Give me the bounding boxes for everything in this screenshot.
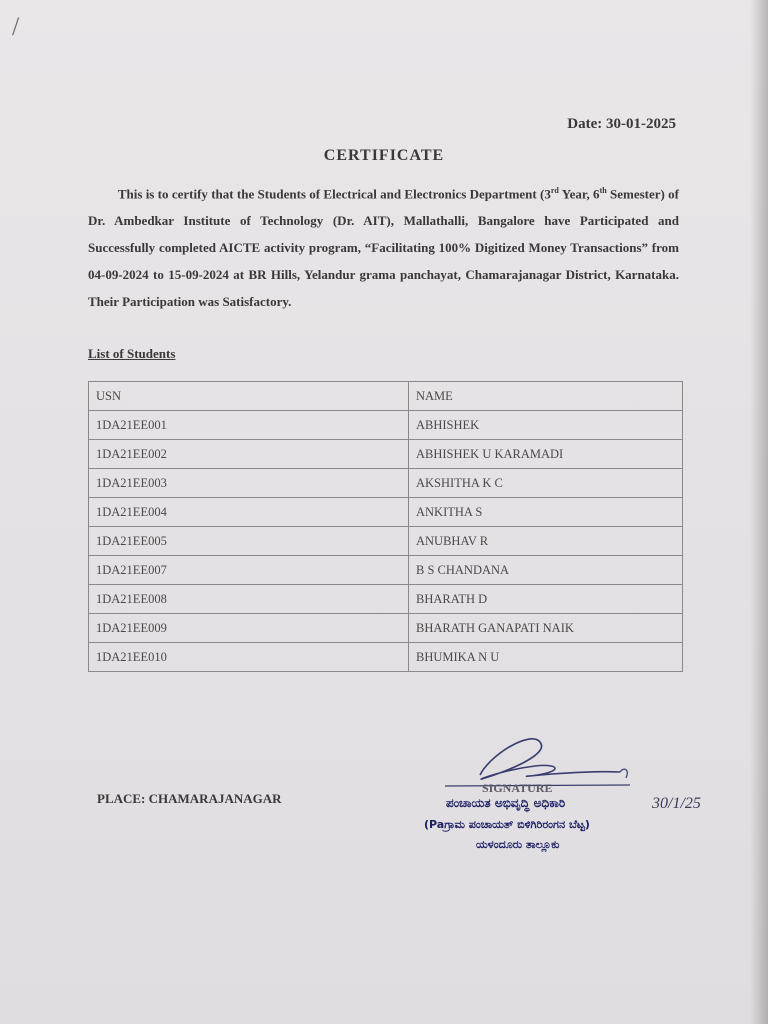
stamp-line-1: ಪಂಚಾಯತ ಅಭಿವೃದ್ಧಿ ಅಧಿಕಾರಿ bbox=[446, 796, 566, 810]
name-cell: BHARATH D bbox=[409, 585, 683, 614]
corner-mark: / bbox=[12, 12, 20, 41]
name-cell: ABHISHEK bbox=[409, 411, 683, 440]
table-row bbox=[89, 527, 683, 556]
usn-cell: 1DA21EE007 bbox=[89, 556, 409, 585]
table-row bbox=[89, 469, 683, 498]
usn-cell: 1DA21EE008 bbox=[89, 585, 409, 614]
stamp-line-2: (Paಗ್ರಾಮ ಪಂಚಾಯತ್ ಬಿಳಿಗಿರಿರಂಗನ ಬೆಟ್ಟ) bbox=[424, 818, 590, 831]
usn-cell: 1DA21EE003 bbox=[89, 469, 409, 498]
column-header-name: NAME bbox=[409, 382, 683, 411]
table-row bbox=[89, 614, 683, 643]
usn-cell: 1DA21EE010 bbox=[89, 643, 409, 672]
body-sup-rd: rd bbox=[550, 186, 559, 195]
place-text: PLACE: CHAMARAJANAGAR bbox=[97, 791, 282, 806]
table-row bbox=[89, 411, 683, 440]
certificate-date: Date: 30-01-2025 bbox=[567, 116, 676, 132]
name-cell: B S CHANDANA bbox=[409, 556, 683, 585]
usn-cell: 1DA21EE001 bbox=[89, 411, 409, 440]
name-cell: ANKITHA S bbox=[409, 498, 683, 527]
table-row bbox=[89, 556, 683, 585]
page-title: CERTIFICATE bbox=[323, 147, 445, 164]
table-row bbox=[89, 585, 683, 614]
name-cell: ABHISHEK U KARAMADI bbox=[409, 440, 683, 469]
usn-cell: 1DA21EE005 bbox=[89, 527, 409, 556]
table-row bbox=[89, 440, 683, 469]
usn-cell: 1DA21EE002 bbox=[89, 440, 409, 469]
students-table bbox=[88, 381, 683, 672]
body-part-3: Semester) of Dr. Ambedkar Institute of Technology (Dr. AIT), Mallathalli, Bangalore have Participated and Successfully completed AICTE activity program, “Facilitating 100% Digitized Money Transactions” from 04-09-2024 to 15-09-2024 at BR Hills, Yelandur grama panchayat, Chamarajanagar District, Karnataka. Their Participation was Satisfactory. bbox=[88, 186, 679, 310]
usn-cell: 1DA21EE004 bbox=[89, 498, 409, 527]
body-sup-th: th bbox=[599, 186, 607, 195]
column-header-usn: USN bbox=[89, 382, 409, 411]
signature-date: 30/1/25 bbox=[652, 795, 701, 812]
name-cell: AKSHITHA K C bbox=[409, 469, 683, 498]
stamp-line-3: ಯಳಂದೂರು ತಾಲ್ಲೂಕು bbox=[476, 838, 560, 851]
table-header-row bbox=[89, 382, 683, 411]
usn-cell: 1DA21EE009 bbox=[89, 614, 409, 643]
body-part-2: Year, 6 bbox=[558, 186, 600, 202]
name-cell: BHUMIKA N U bbox=[409, 643, 683, 672]
table-row bbox=[89, 643, 683, 672]
signature-label: SIGNATURE bbox=[482, 781, 553, 795]
name-cell: ANUBHAV R bbox=[409, 527, 683, 556]
table-row bbox=[89, 498, 683, 527]
certificate-body bbox=[88, 177, 679, 315]
name-cell: BHARATH GANAPATI NAIK bbox=[409, 614, 683, 643]
body-part-1: This is to certify that the Students of Electrical and Electronics Department (3 bbox=[117, 186, 551, 202]
list-heading: List of Students bbox=[88, 346, 176, 361]
